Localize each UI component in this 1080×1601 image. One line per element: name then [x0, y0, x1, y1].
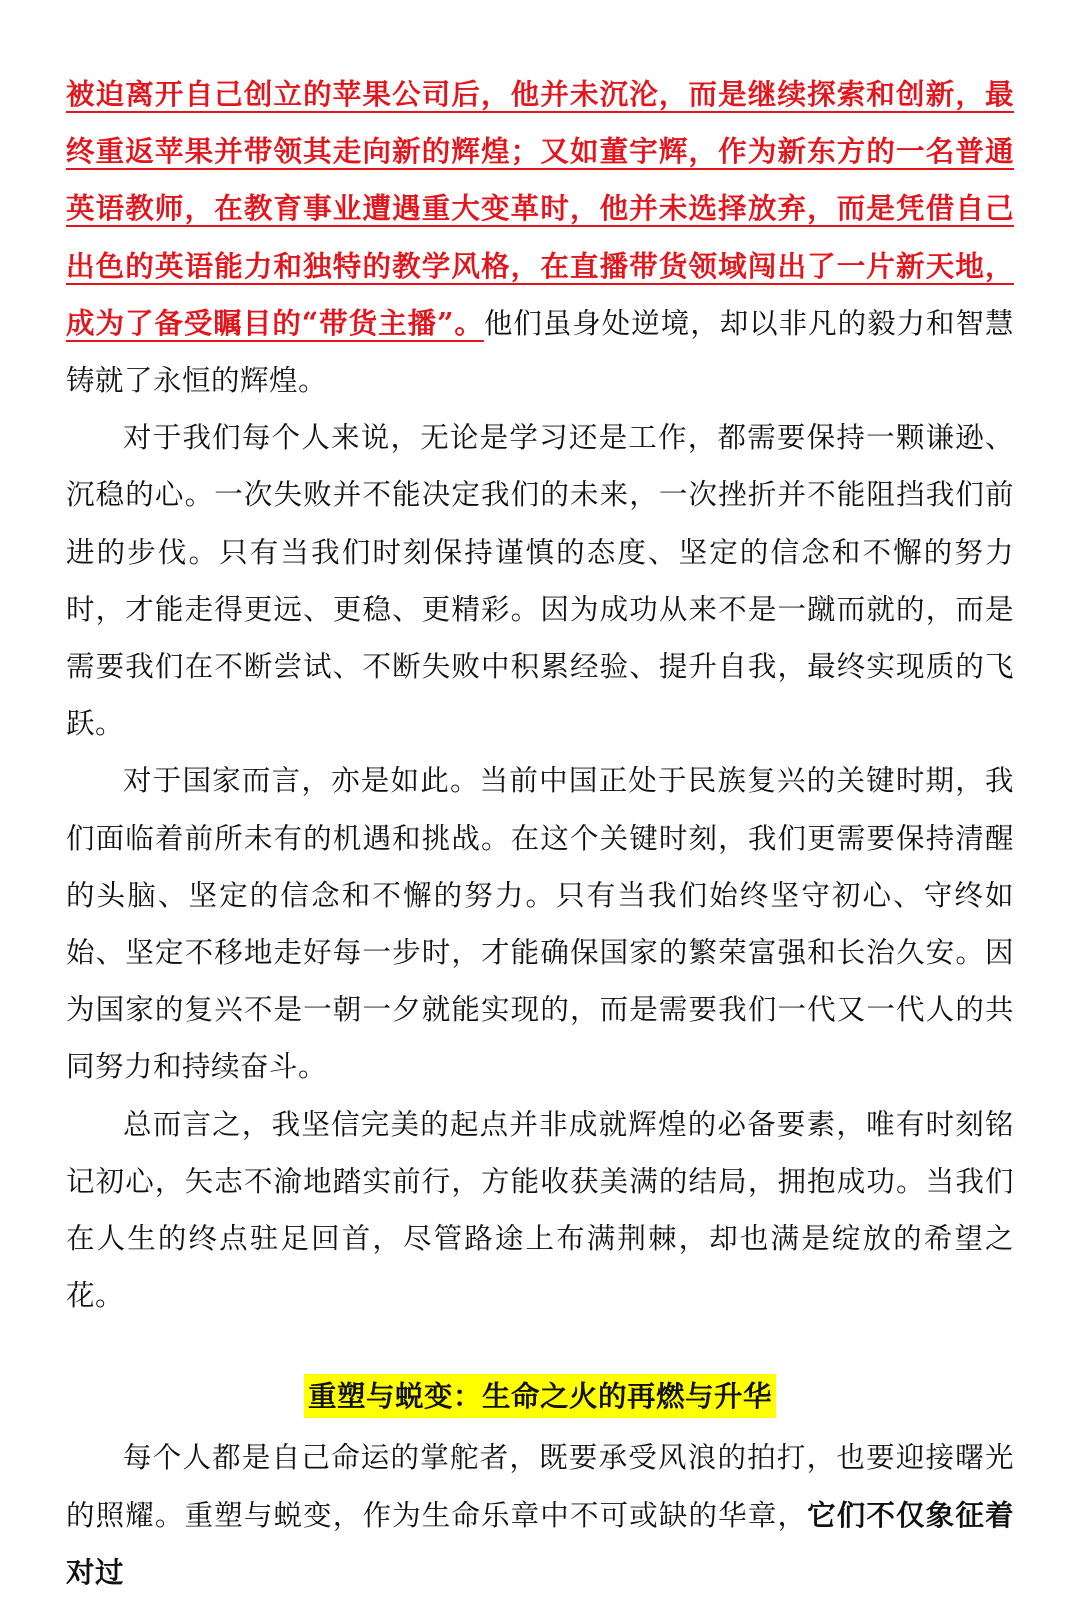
red-highlighted-text: 被迫离开自己创立的苹果公司后，他并未沉沦，而是继续探索和创新，最终重返苹果并带领其走向新的辉煌；又如董宇辉，作为新东方的一名普通英语教师，在教育事业遭遇重大变革时，他并未选择放弃，而是凭借自己出色的英语能力和独特的教学风格，在直播带货领域闯出了一片新天地，成为了备受瞩目的“带货主播”。: [66, 77, 1014, 340]
document-page: [66, 66, 1014, 1601]
bold-text: 它们不仅象征着对过: [66, 1497, 1014, 1589]
paragraph-jobs-dong-yuhui: [66, 66, 1014, 409]
section-heading-container: [66, 1372, 1014, 1429]
paragraph-conclusion: 总而言之，我坚信完美的起点并非成就辉煌的必备要素，唯有时刻铭记初心，矢志不渝地踏实前行，方能收获美满的结局，拥抱成功。当我们在人生的终点驻足回首，尽管路途上布满荆棘，却也满是绽放的希望之花。: [66, 1107, 1014, 1313]
section-heading: 重塑与蜕变：生命之火的再燃与升华: [304, 1374, 776, 1418]
paragraph-text: 每个人都是自己命运的掌舵者，既要承受风浪的拍打，也要迎接曙光的照耀。重塑与蜕变，作为生命乐章中不可或缺的华章，: [66, 1441, 1014, 1532]
paragraph-reshaping: [66, 1429, 1014, 1601]
paragraph-continuation: 他们虽身处逆境，却以非凡的毅力和智慧铸就了永恒的辉煌。: [66, 306, 1014, 398]
paragraph-national: 对于国家而言，亦是如此。当前中国正处于民族复兴的关键时期，我们面临着前所未有的机遇和挑战。在这个关键时刻，我们更需要保持清醒的头脑、坚定的信念和不懈的努力。只有当我们始终坚守初心、守终如始、坚定不移地走好每一步时，才能确保国家的繁荣富强和长治久安。因为国家的复兴不是一朝一夕就能实现的，而是需要我们一代又一代人的共同努力和持续奋斗。: [66, 764, 1014, 1084]
paragraph-personal: 对于我们每个人来说，无论是学习还是工作，都需要保持一颗谦逊、沉稳的心。一次失败并不能决定我们的未来，一次挫折并不能阻挡我们前进的步伐。只有当我们时刻保持谨慎的态度、坚定的信念和不懈的努力时，才能走得更远、更稳、更精彩。因为成功从来不是一蹴而就的，而是需要我们在不断尝试、不断失败中积累经验、提升自我，最终实现质的飞跃。: [66, 421, 1014, 741]
